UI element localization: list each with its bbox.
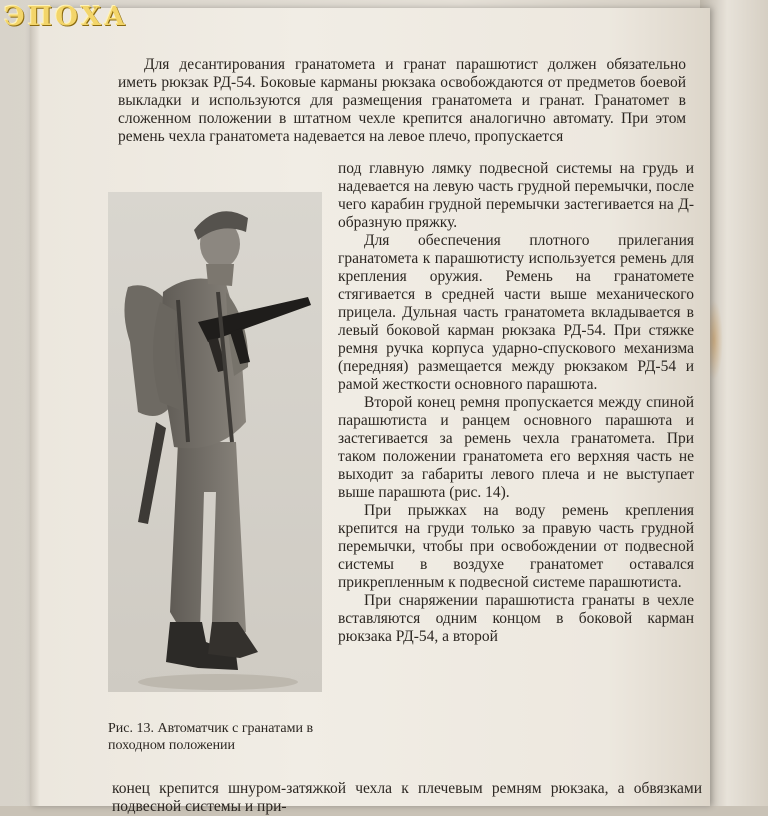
ground-shadow xyxy=(138,674,298,690)
next-page-edge xyxy=(700,0,768,806)
paragraph-1: Для десантирования гранатомета и гранат парашютист должен обязательно иметь рюкзак РД-54. Боковые карманы рюкзака освобождаются от предметов боевой выкладки и используются для размещения гранатомета и гранат. Гранатомет в сложенном положении в штатном чехле крепится аналогично автомату. При этом ремень чехла гранатомета надевается на левое плечо, пропускается xyxy=(118,56,686,145)
paragraph-5: При снаряжении парашютиста гранаты в чехле вставляются одним концом в боковой карман рюкзака РД-54, а второй xyxy=(338,592,694,645)
paragraph-5-continued: конец крепится шнуром-затяжкой чехла к плечевым ремням рюкзака, а обвязками подвесной системы и при- xyxy=(112,780,702,815)
boot-right xyxy=(208,622,258,658)
paragraph-4: При прыжках на воду ремень крепления крепится на груди только за правую часть грудной перемычки, чтобы при освобождении от подвесной системы в воздухе гранатомет оставался прикрепленным к подвесной системе парашютиста. xyxy=(338,502,694,591)
text-column xyxy=(338,160,694,646)
watermark-logo: ЭПОХА xyxy=(4,2,129,32)
text-block-bottom xyxy=(112,780,702,816)
paragraph-1-continued: под главную лямку подвесной системы на грудь и надевается на левую часть грудной перемычки, после чего карабин грудной перемычки застегивается на Д-образную пряжку. xyxy=(338,160,694,231)
trousers xyxy=(170,442,246,637)
paragraph-2: Для обеспечения плотного прилегания гранатомета к парашютисту используется ремень для крепления оружия. Ремень на гранатомете стягивается в средней части выше механического прицела. Дульная часть гранатомета вкладывается в левый боковой карман рюкзака РД-54. При стяжке ремня ручка корпуса ударно-спускового механизма (передняя) размещается между рюкзаком РД-54 и рамой жесткости основного парашюта. xyxy=(338,232,694,393)
text-block-top xyxy=(118,56,686,146)
figure-photo xyxy=(108,192,322,692)
neck xyxy=(206,264,234,286)
figure-caption: Рис. 13. Автоматчик с гранатами в походном положении xyxy=(108,721,314,753)
soldier-illustration xyxy=(108,192,322,692)
paragraph-3: Второй конец ремня пропускается между спиной парашютиста и ранцем основного парашюта и застегивается за ремень чехла гранатомета. При таком положении гранатомета его верхняя часть не выходит за габариты левого плеча и не выступает выше парашюта (рис. 14). xyxy=(338,394,694,501)
launcher-tube xyxy=(138,422,166,524)
